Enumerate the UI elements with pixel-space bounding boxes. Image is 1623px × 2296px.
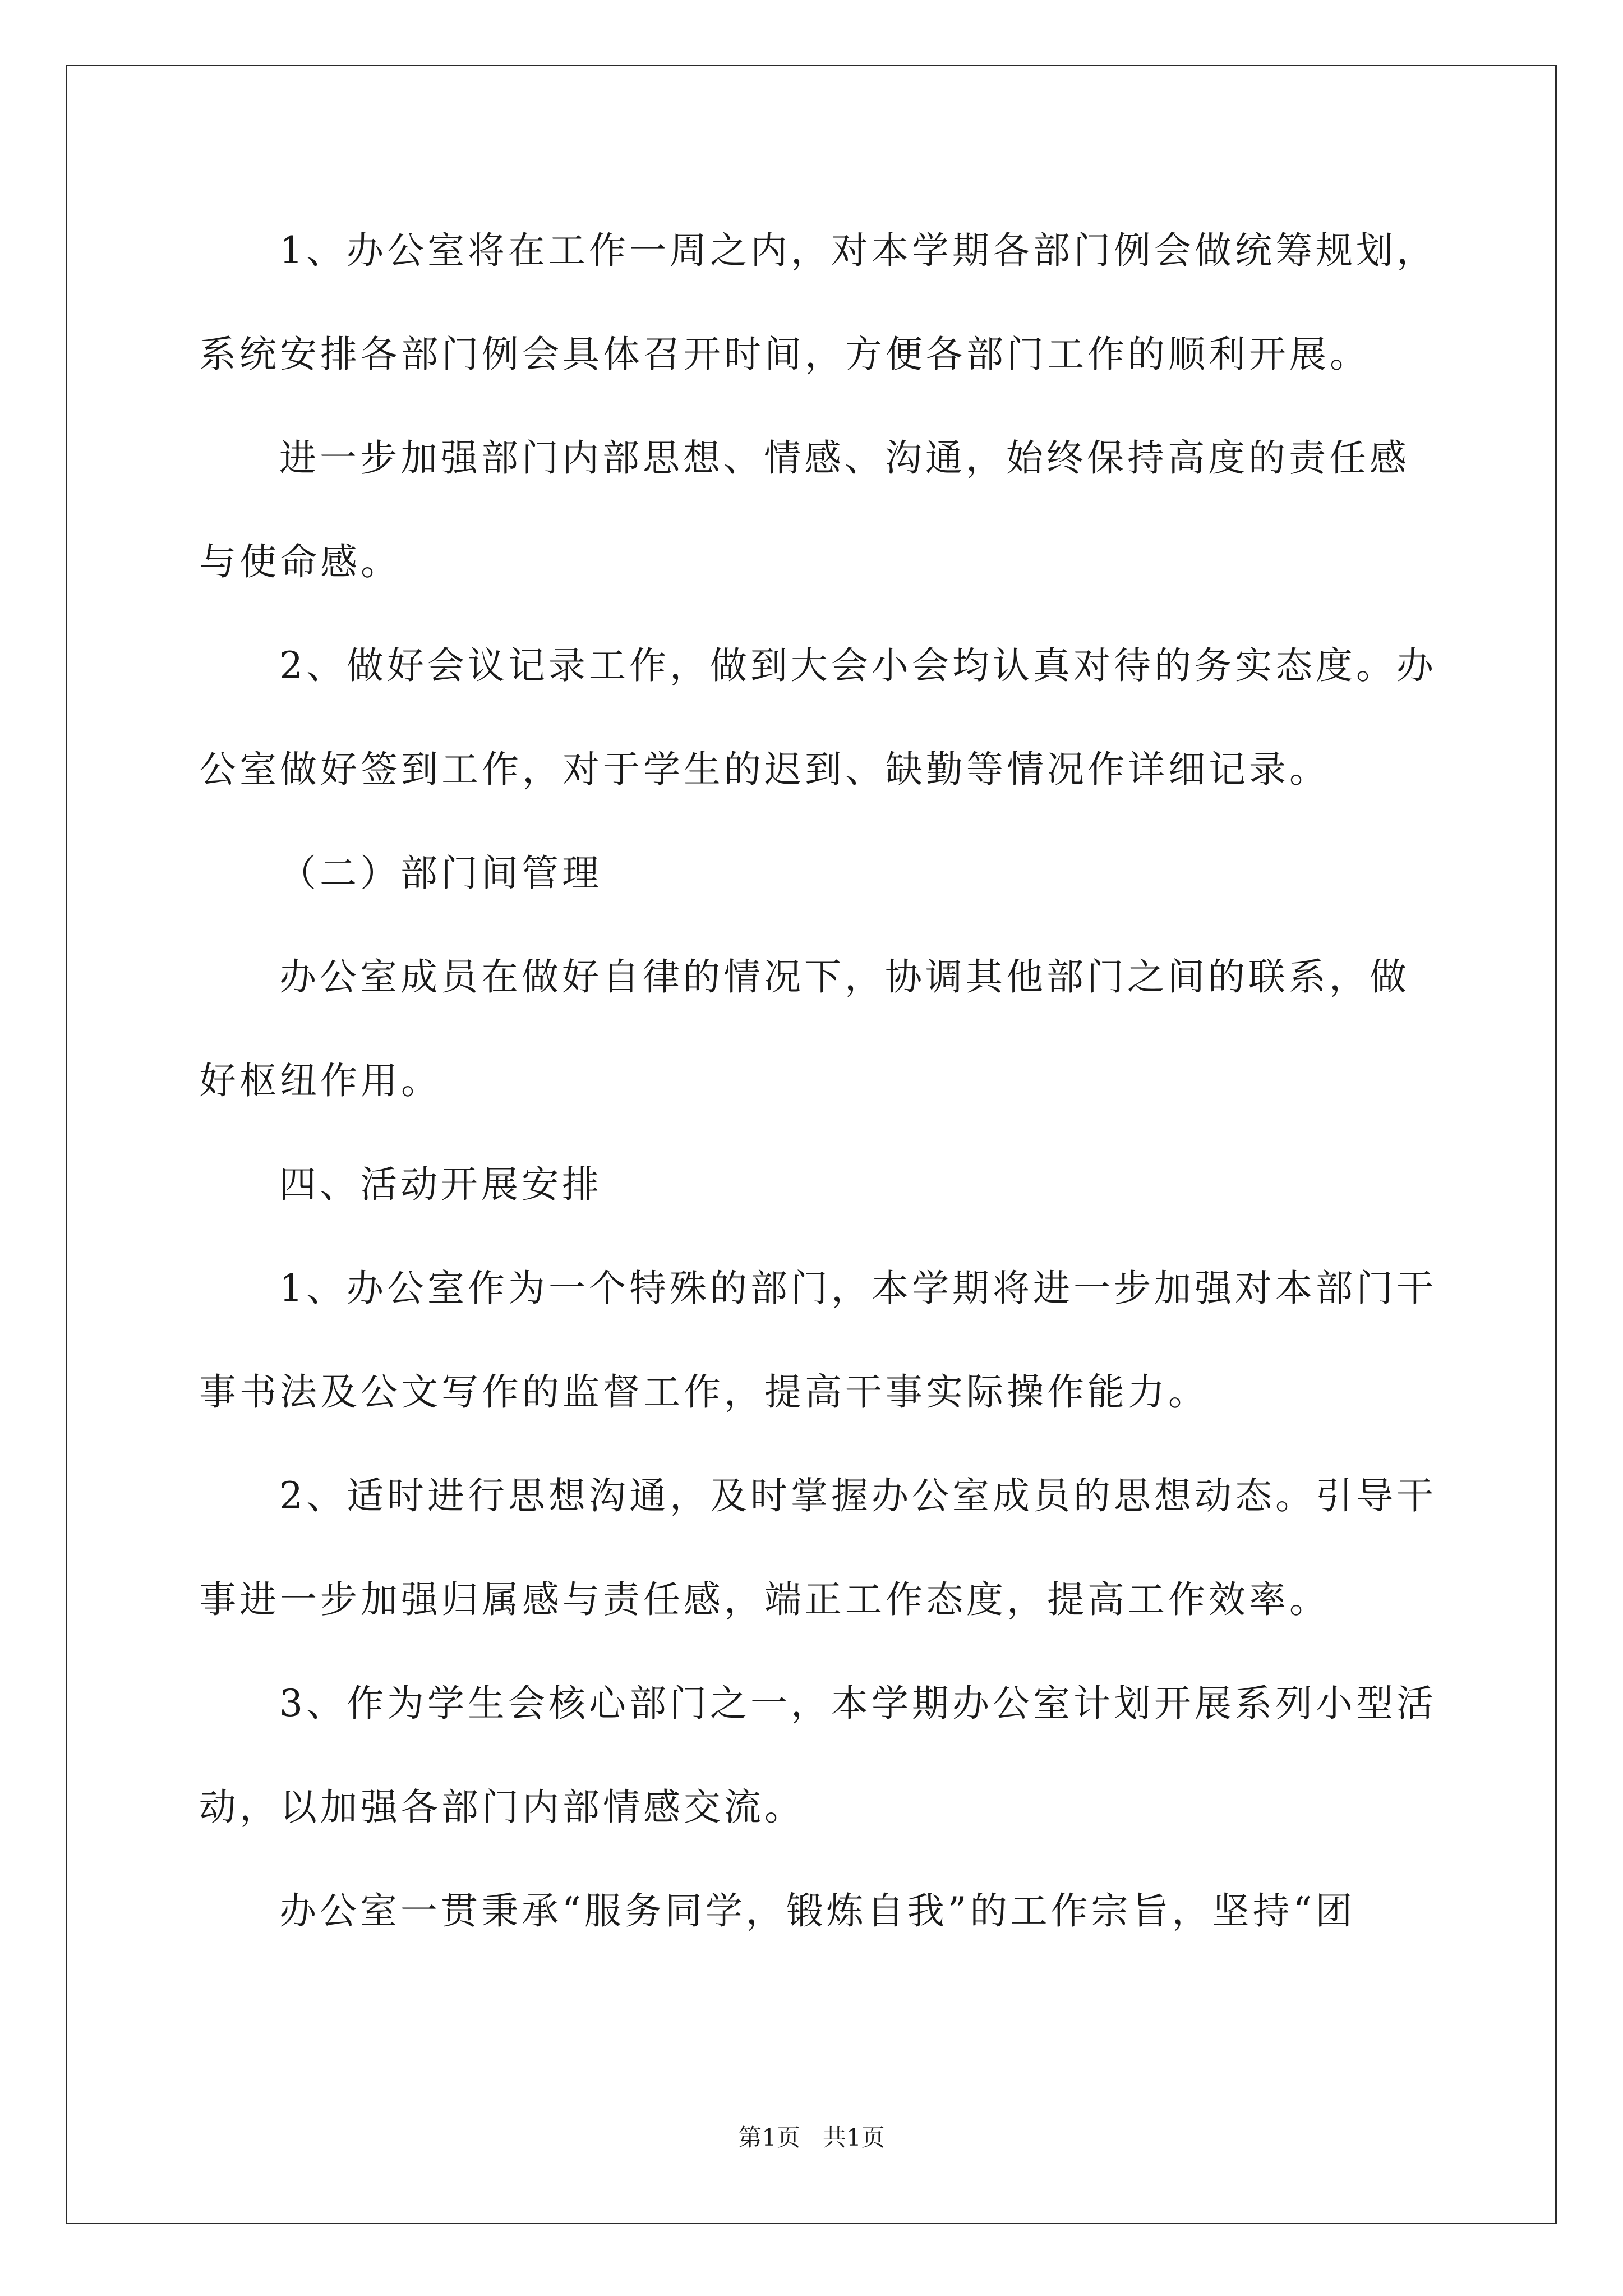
- paragraph-line: 系统安排各部门例会具体召开时间，方便各部门工作的顺利开展。: [199, 333, 1370, 376]
- paragraph-line: 3、作为学生会核心部门之一，本学期办公室计划开展系列小型活: [279, 1682, 1437, 1725]
- paragraph-line: 好枢纽作用。: [199, 1059, 441, 1102]
- paragraph-line: 与使命感。: [199, 540, 401, 583]
- paragraph-line: 办公室一贯秉承“服务同学，锻炼自我”的工作宗旨，坚持“团: [279, 1889, 1356, 1932]
- paragraph-line: 进一步加强部门内部思想、情感、沟通，始终保持高度的责任感: [279, 436, 1410, 480]
- section-heading: 四、活动开展安排: [279, 1163, 602, 1206]
- paragraph-line: 办公室成员在做好自律的情况下，协调其他部门之间的联系，做: [279, 955, 1410, 999]
- paragraph-line: 公室做好签到工作，对于学生的迟到、缺勤等情况作详细记录。: [199, 748, 1330, 791]
- paragraph-line: 2、做好会议记录工作，做到大会小会均认真对待的务实态度。办: [279, 644, 1437, 687]
- paragraph-line: 动，以加强各部门内部情感交流。: [199, 1786, 805, 1829]
- paragraph-line: 1、办公室作为一个特殊的部门，本学期将进一步加强对本部门干: [279, 1267, 1437, 1310]
- paragraph-line: 1、办公室将在工作一周之内，对本学期各部门例会做统筹规划，: [279, 229, 1437, 272]
- page-number-footer: 第1页 共1页: [738, 2124, 885, 2151]
- paragraph-line: 2、适时进行思想沟通，及时掌握办公室成员的思想动态。引导干: [279, 1474, 1437, 1517]
- section-heading: （二）部门间管理: [279, 852, 602, 895]
- paragraph-line: 事书法及公文写作的监督工作，提高干事实际操作能力。: [199, 1370, 1209, 1414]
- paragraph-line: 事进一步加强归属感与责任感，端正工作态度，提高工作效率。: [199, 1578, 1330, 1621]
